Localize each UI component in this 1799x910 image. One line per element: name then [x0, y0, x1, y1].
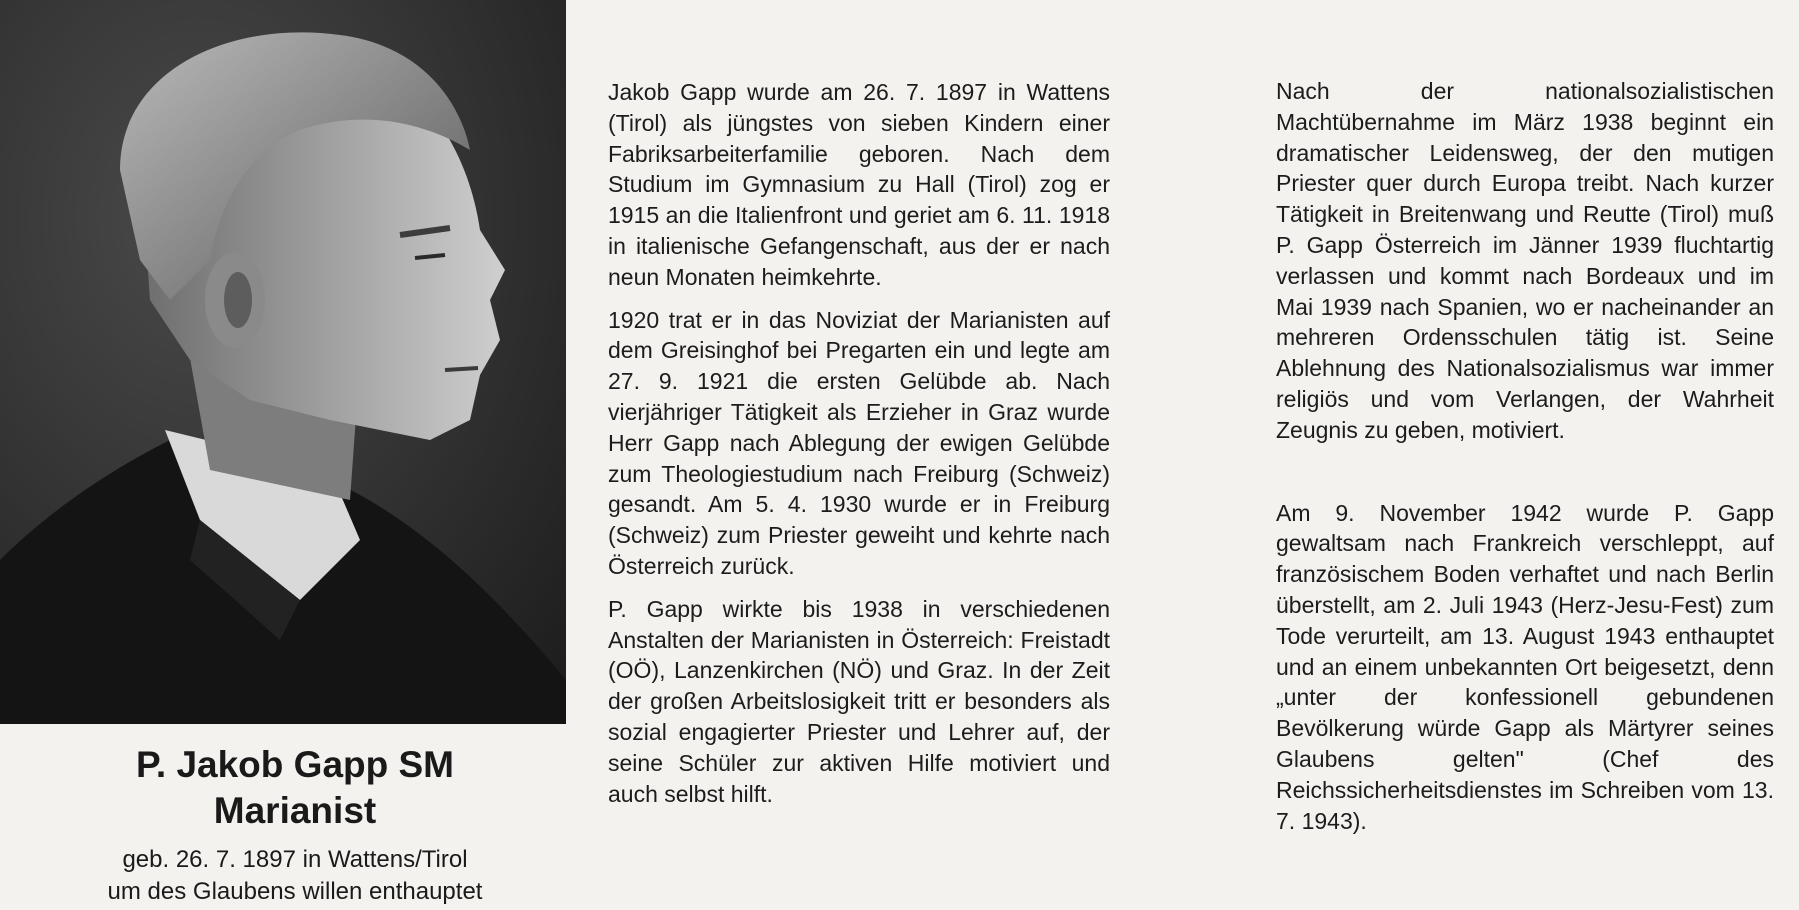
portrait-illustration	[0, 0, 566, 724]
person-name	[0, 742, 590, 834]
caption-details	[0, 844, 590, 908]
text-column-1	[608, 77, 1110, 821]
name-line: P. Jakob Gapp SM	[135, 744, 455, 785]
birth-line: geb. 26. 7. 1897 in Wattens/Tirol	[122, 846, 468, 873]
photo-caption	[0, 724, 590, 910]
death-line: um des Glaubens willen enthauptet	[107, 878, 483, 905]
paragraph: 1920 trat er in das Noviziat der Marianisten auf dem Greisinghof bei Pregarten ein und legte am 27. 9. 1921 die ersten Gelübde ab. Nach vierjähriger Tätigkeit als Erzieher in Graz wurde Herr Gapp nach Ablegung der ewigen Gelübde zum Theologiestudium nach Freiburg (Schweiz) gesandt. Am 5. 4. 1930 wurde er in Freiburg (Schweiz) zum Priester geweiht und kehrte nach Österreich zurück.	[608, 306, 1110, 579]
text-column-2	[1276, 76, 1774, 848]
paragraph: P. Gapp wirkte bis 1938 in verschiedenen Anstalten der Marianisten in Österreich: Freistadt (OÖ), Lanzenkirchen (NÖ) und Graz. In der Zeit der großen Arbeitslosigkeit tritt er besonders als sozial engagierter Priester und Lehrer auf, der seine Schüler zur aktiven Hilfe motiviert und auch selbst hilft.	[608, 595, 1110, 807]
paragraph: Jakob Gapp wurde am 26. 7. 1897 in Wattens (Tirol) als jüngstes von sieben Kindern einer Fabriksarbeiterfamilie geboren. Nach dem Studium im Gymnasium zu Hall (Tirol) zog er 1915 an die Italienfront und geriet am 6. 11. 1918 in italienische Gefangenschaft, aus der er nach neun Monaten heimkehrte.	[608, 79, 1110, 290]
paragraph: Nach der nationalsozialistischen Machtübernahme im März 1938 beginnt ein dramatischer Leidensweg, der den mutigen Priester quer durch Europa treibt. Nach kurzer Tätigkeit in Breitenwang und Reutte (Tirol) muß P. Gapp Österreich im Jänner 1939 fluchtartig verlassen und kommt nach Bordeaux und im Mai 1939 nach Spanien, wo er nacheinander an mehreren Ordensschulen tätig ist. Seine Ablehnung des Nationalsozialismus war immer religiös und vom Verlangen, der Wahrheit Zeugnis zu geben, motiviert.	[1276, 78, 1774, 443]
order-line: Marianist	[213, 790, 377, 831]
paragraph: Am 9. November 1942 wurde P. Gapp gewaltsam nach Frankreich verschleppt, auf französischem Boden verhaftet und nach Berlin überstellt, am 2. Juli 1943 (Herz-Jesu-Fest) zum Tode verurteilt, am 13. August 1943 enthauptet und an einem unbekannten Ort beigesetzt, denn „unter der konfessionell gebundenen Bevölkerung würde Gapp als Märtyrer seines Glaubens gelten" (Chef des Reichssicherheitsdienstes im Schreiben vom 13. 7. 1943).	[1276, 499, 1774, 834]
portrait-photo	[0, 0, 566, 724]
